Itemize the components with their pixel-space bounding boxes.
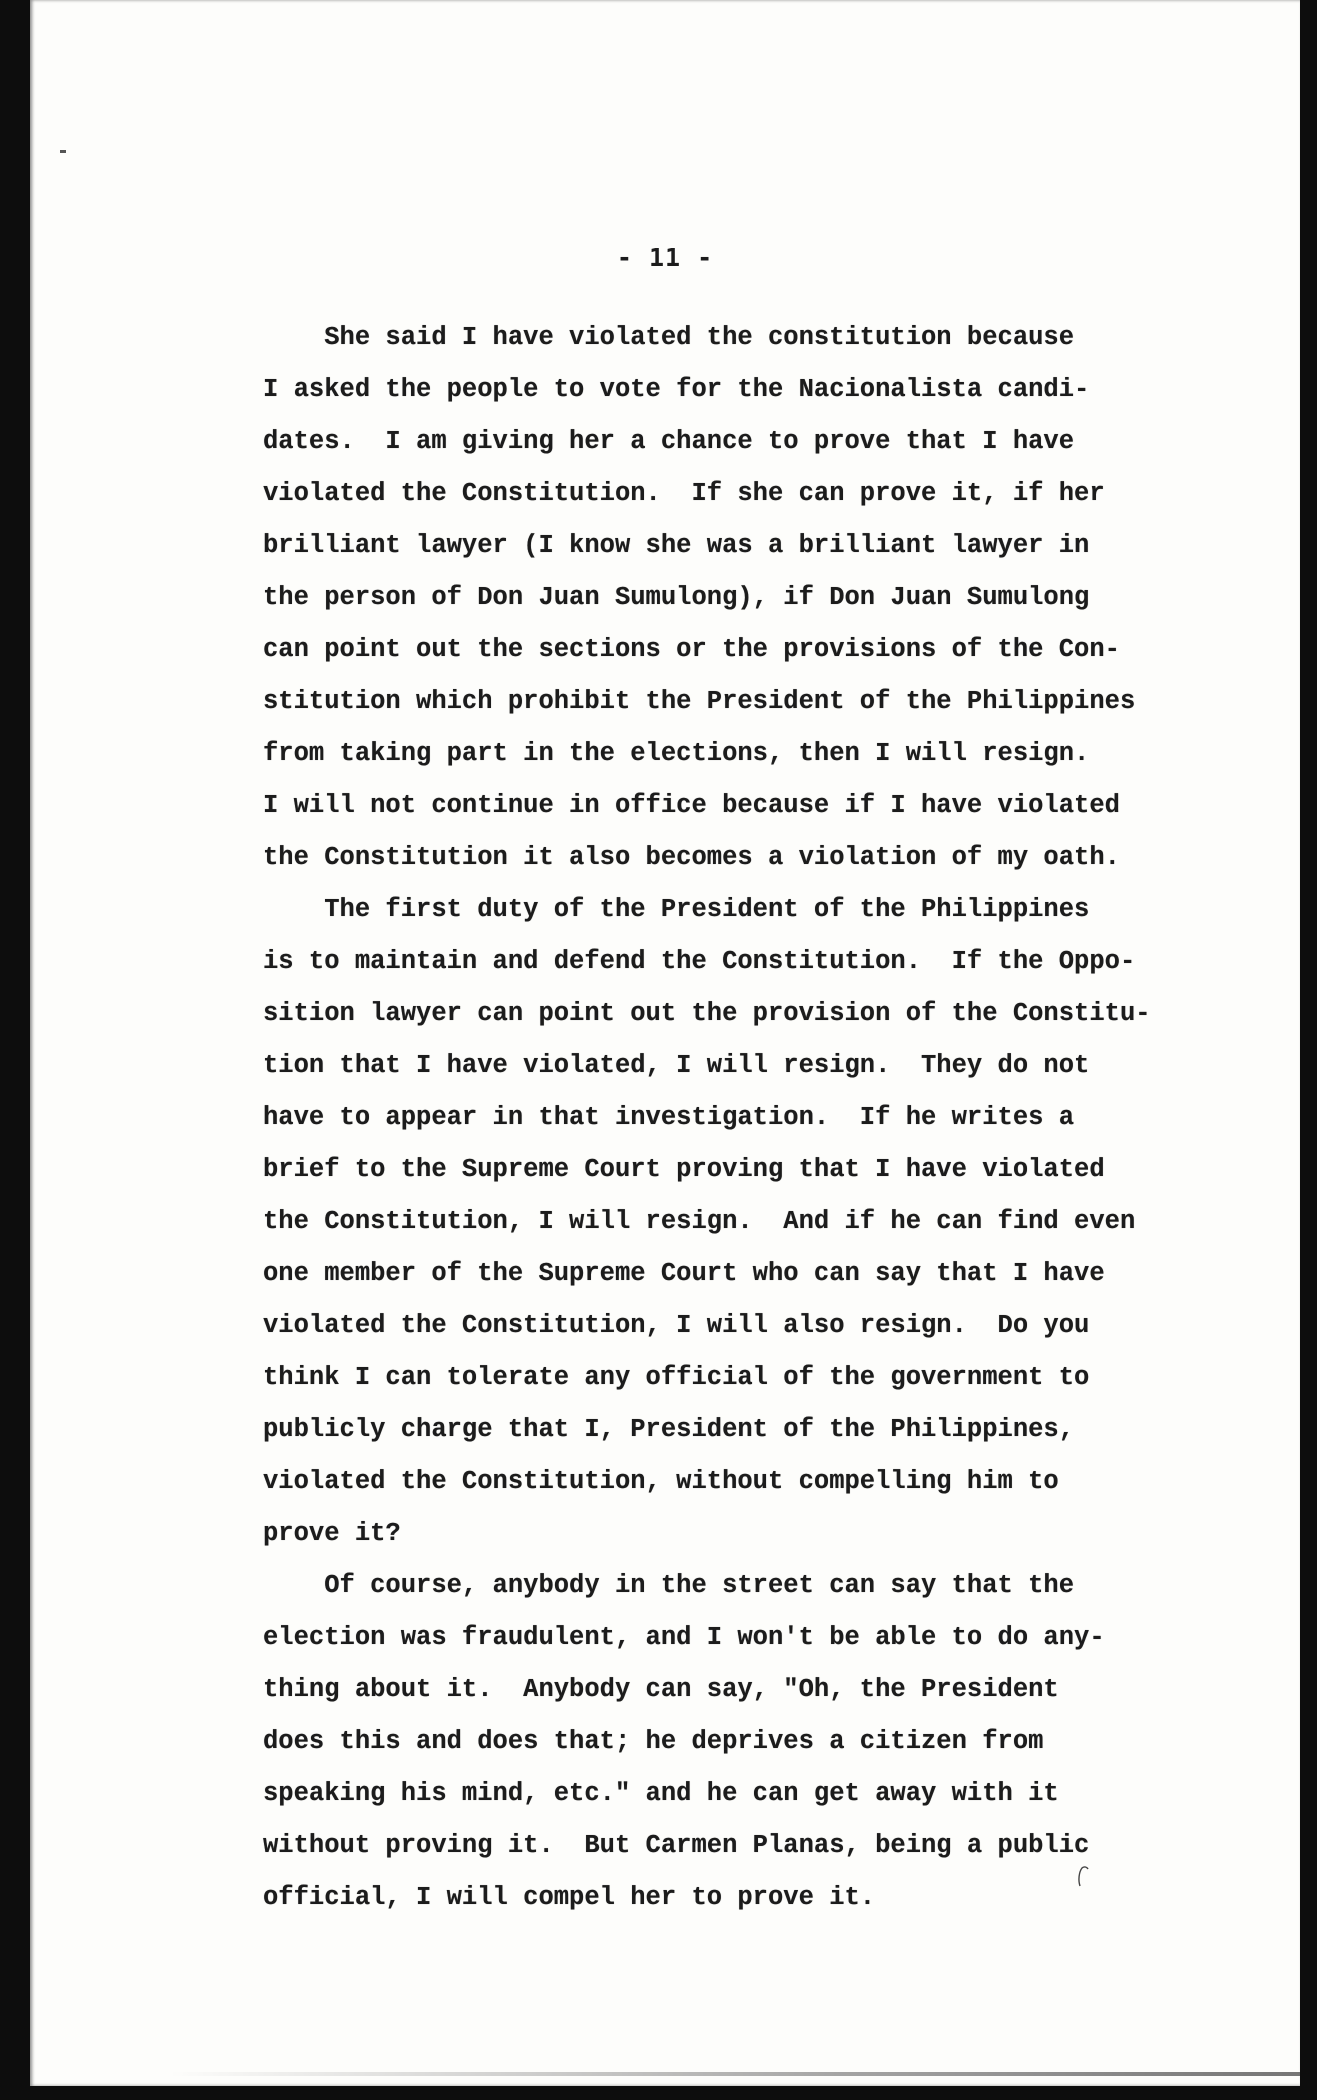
margin-mark bbox=[60, 150, 66, 153]
text-line: I asked the people to vote for the Nacionalista candi- bbox=[263, 375, 1090, 404]
text-line: the Constitution it also becomes a violation of my oath. bbox=[263, 843, 1120, 872]
page-number: - 11 - bbox=[616, 243, 714, 272]
text-line: publicly charge that I, President of the Philippines, bbox=[263, 1415, 1075, 1444]
text-line: violated the Constitution, without compelling him to bbox=[263, 1467, 1059, 1496]
text-line: from taking part in the elections, then I will resign. bbox=[263, 739, 1090, 768]
text-line: prove it? bbox=[263, 1519, 401, 1548]
document-page bbox=[30, 0, 1300, 2086]
text-line: sition lawyer can point out the provision of the Constitu- bbox=[263, 999, 1151, 1028]
text-line: The first duty of the President of the Philippines bbox=[263, 895, 1090, 924]
text-line: I will not continue in office because if I have violated bbox=[263, 791, 1120, 820]
text-line: speaking his mind, etc." and he can get away with it bbox=[263, 1779, 1059, 1808]
pen-mark bbox=[1070, 1862, 1090, 1888]
text-line: think I can tolerate any official of the government to bbox=[263, 1363, 1090, 1392]
text-line: without proving it. But Carmen Planas, being a public bbox=[263, 1831, 1090, 1860]
text-line: official, I will compel her to prove it. bbox=[263, 1883, 876, 1912]
text-line: thing about it. Anybody can say, "Oh, the President bbox=[263, 1675, 1059, 1704]
text-line: Of course, anybody in the street can say that the bbox=[263, 1571, 1075, 1600]
text-line: one member of the Supreme Court who can say that I have bbox=[263, 1259, 1105, 1288]
text-line: have to appear in that investigation. If he writes a bbox=[263, 1103, 1075, 1132]
text-line: violated the Constitution. If she can prove it, if her bbox=[263, 479, 1105, 508]
text-line: the Constitution, I will resign. And if he can find even bbox=[263, 1207, 1136, 1236]
text-line: She said I have violated the constitution because bbox=[263, 323, 1075, 352]
text-line: the person of Don Juan Sumulong), if Don Juan Sumulong bbox=[263, 583, 1090, 612]
page-edge-shadow bbox=[170, 2072, 1300, 2076]
body-text bbox=[263, 312, 1223, 1924]
text-line: brilliant lawyer (I know she was a brilliant lawyer in bbox=[263, 531, 1090, 560]
text-line: brief to the Supreme Court proving that I have violated bbox=[263, 1155, 1105, 1184]
text-line: tion that I have violated, I will resign. They do not bbox=[263, 1051, 1090, 1080]
text-line: dates. I am giving her a chance to prove that I have bbox=[263, 427, 1075, 456]
text-line: violated the Constitution, I will also resign. Do you bbox=[263, 1311, 1090, 1340]
text-line: does this and does that; he deprives a citizen from bbox=[263, 1727, 1044, 1756]
text-line: can point out the sections or the provisions of the Con- bbox=[263, 635, 1120, 664]
text-line: stitution which prohibit the President of the Philippines bbox=[263, 687, 1136, 716]
text-line: election was fraudulent, and I won't be able to do any- bbox=[263, 1623, 1105, 1652]
text-line: is to maintain and defend the Constitution. If the Oppo- bbox=[263, 947, 1136, 976]
